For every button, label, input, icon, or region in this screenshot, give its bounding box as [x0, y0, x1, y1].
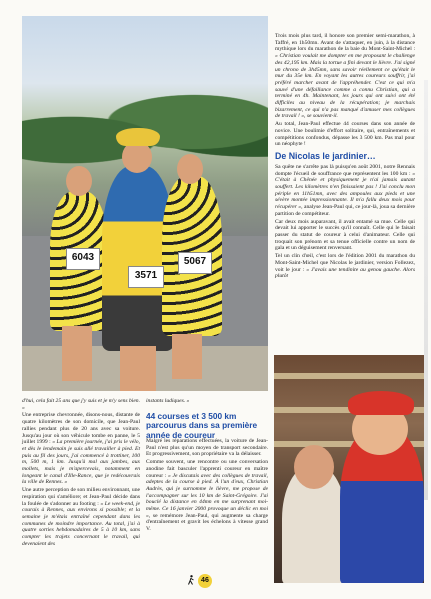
paragraph-text: se remémore Jean-Paul, qui augmente sa charge d'entraînement et gravit les échelons à vitesse grand V. [146, 512, 268, 533]
runner-right-legs [172, 334, 202, 379]
quote-text: « La première journée, j'ai pris le vélo, et dès le lendemain je suis allé travailler à pied. Et puis au fil des jours, j'ai commencé à trottiner, 100 m, 500 m, 1 km. Jusqu'à mal aux jambes, aux mollets, mais je m'apercevais, notamment en longeant le canal d'Ille-Rance, que je redécouvrais la ville de Rennes. » [22, 439, 140, 486]
left-column-2-first-line [146, 398, 268, 406]
paragraph-text: Une entreprise chevronnée, disons-nous, distante de quatre kilomètres de son domicile, que Jean-Paul rallies pendant plus de 20 ans avec sa voiture. Jusqu'au jour où son véhicule tombe en panne, le 5 juillet 1999 : [22, 412, 140, 446]
bib-number: 3571 [128, 266, 164, 288]
left-column-1-text [22, 398, 140, 548]
quote-text: instants ludiques. » [146, 398, 190, 404]
paragraph: Car deux mois auparavant, il avait entamé sa mue. Celle qui devait lui apporter le succès qu'il connaît. Celle qui le faisait passer du statut de coureur à celui d'animateur. Celle qui troquait son prénom et sa tenue officielle contre un nom de gala et un déguisement renversant. [275, 218, 415, 252]
paragraph [275, 164, 415, 218]
runner-icon [188, 575, 194, 585]
paragraph-text: Comme souvent, une rencontre ou une conversation anodine fait basculer l'apprenti coureur en maître coureur : [146, 459, 268, 479]
paragraph [22, 412, 140, 486]
quote-text: « Je discutais avec des collègues de travail, adeptes de la course à pied. À l'un d'eux, Christian Audrès, qui je surnomme le lièvre, me propose de l'accompagner sur les 10 km de Saint-Grégoire. J'ai bouclé la distance en 44mn en me surprenant moi-même. Ce 16 janvier 2000 provoque un déclic en moi », [146, 472, 268, 519]
paragraph [275, 253, 415, 280]
quote-text: « Le week-end, je courais à Rennes, aux environs si possible; et la semaine je m'étais entraîné cependant dans les communes de moindre importance. Au total, j'ai à quatre sorties hebdomadaires de 5 à 10 km, sans compter les trajets concernant le travail, qui devenaient des [22, 500, 140, 547]
bib-number: 5067 [178, 252, 212, 274]
paragraph [22, 487, 140, 547]
photo-woman-head [294, 445, 334, 489]
paragraph: Au total, Jean-Paul effectue 44 courses dans son année de novice. Une boulimie d'effort solitaire, qui, entraînements et compétitions confondus, dépasse les 3 500 km. Pas mal pour un néophyte ! [275, 121, 415, 148]
paragraph-text: Tel un clin d'œil, c'est lors de l'édition 2001 du marathon du Mont-Saint-Michel que Nicolas le jardinier, version Follezez, voit le jour : [275, 253, 415, 273]
paragraph: Malgré les réparations effectuées, la voiture de Jean-Paul n'est plus qu'un moyen de transport secondaire. Et progressivement, son propriétaire va la délaisser. [146, 438, 268, 458]
runner-center-legs [120, 346, 156, 391]
right-column-text [275, 33, 415, 281]
paragraph [146, 459, 268, 533]
paragraph-text: Trois mois plus tard, il honore son premier semi-marathon, à Taffré, en 1h50mn. Avant de s'attaquer, en juin, à la distance mythique lors du marathon de la baie du Mont-Saint-Michel : [275, 33, 415, 53]
paragraph-text: analyse Jean-Paul qui, ce jour-là, joua sa dernière partition de compétiteur. [275, 204, 415, 217]
paragraph [275, 33, 415, 120]
page-number: 46 [198, 574, 212, 588]
page-footer [188, 574, 212, 588]
section-heading: De Nicolas le jardinier… [275, 150, 376, 161]
left-column-2-text [146, 438, 268, 534]
photo-mario-costume [274, 355, 424, 583]
quote-text: « C'était à Chênée et physiquement je n'ai jamais autant souffert. Les kilomètres n'en finissaient pas ! J'ai conclu mon périple en 11h51mn, avec des ampoules aux pieds et une sévère montée impressionnante. Il m'a fallu deux mois pour récupérer », [275, 170, 415, 211]
page-edge [424, 80, 428, 500]
photo-runners [22, 16, 268, 391]
quote-text: d'hui, cela fait 25 ans que j'y suis et je m'y sens bien. » [22, 398, 140, 411]
runner-center-hat [116, 128, 160, 146]
runner-left-head [66, 166, 92, 196]
bib-number: 6043 [66, 248, 100, 270]
photo-shelf [274, 373, 424, 379]
section-heading: 44 courses et 3 500 km parcourus dans sa première année de coureur [146, 411, 258, 440]
photo-mario-cap [348, 391, 414, 415]
runner-left-legs [62, 326, 92, 381]
quote-text: « J'avais une tendinite au genou gauche. Alors plutôt [275, 266, 415, 280]
quote-text: « Christian voulait me dompter en me proposant le challenge des 42,195 km. Mais la tortue a fini devant le lièvre. J'ai signé un chrono de 3h45mn, sans savoir réellement ce qu'était le mur du 35e km. En voyant les autres coureurs souffrir, j'ai préféré marcher avant de l'appréhender. C'est ce qui m'a sauvé d'une défaillance comme a connu Christian, qui a terminé en 4h. Maintenant, les jours qui ont suivi ont été difficiles au niveau de la récupération; je marchais bizarrement, ce qui n'a pas manqué d'amuser mes collègues de travail ! », se souvient-il. [275, 53, 415, 120]
paragraph-text: Sa quête ne s'arrête pas là puisqu'en août 2001, notre Rennais dompte l'écueil de souffrance que représentent les 100 km : [275, 163, 415, 177]
runner-right-head [177, 154, 203, 184]
paragraph-text: Une autre perception de son milieu environnant, une respiration qui s'améliore; et Jean-Paul décide dans la foulée de s'adonner au footing : [22, 487, 140, 507]
